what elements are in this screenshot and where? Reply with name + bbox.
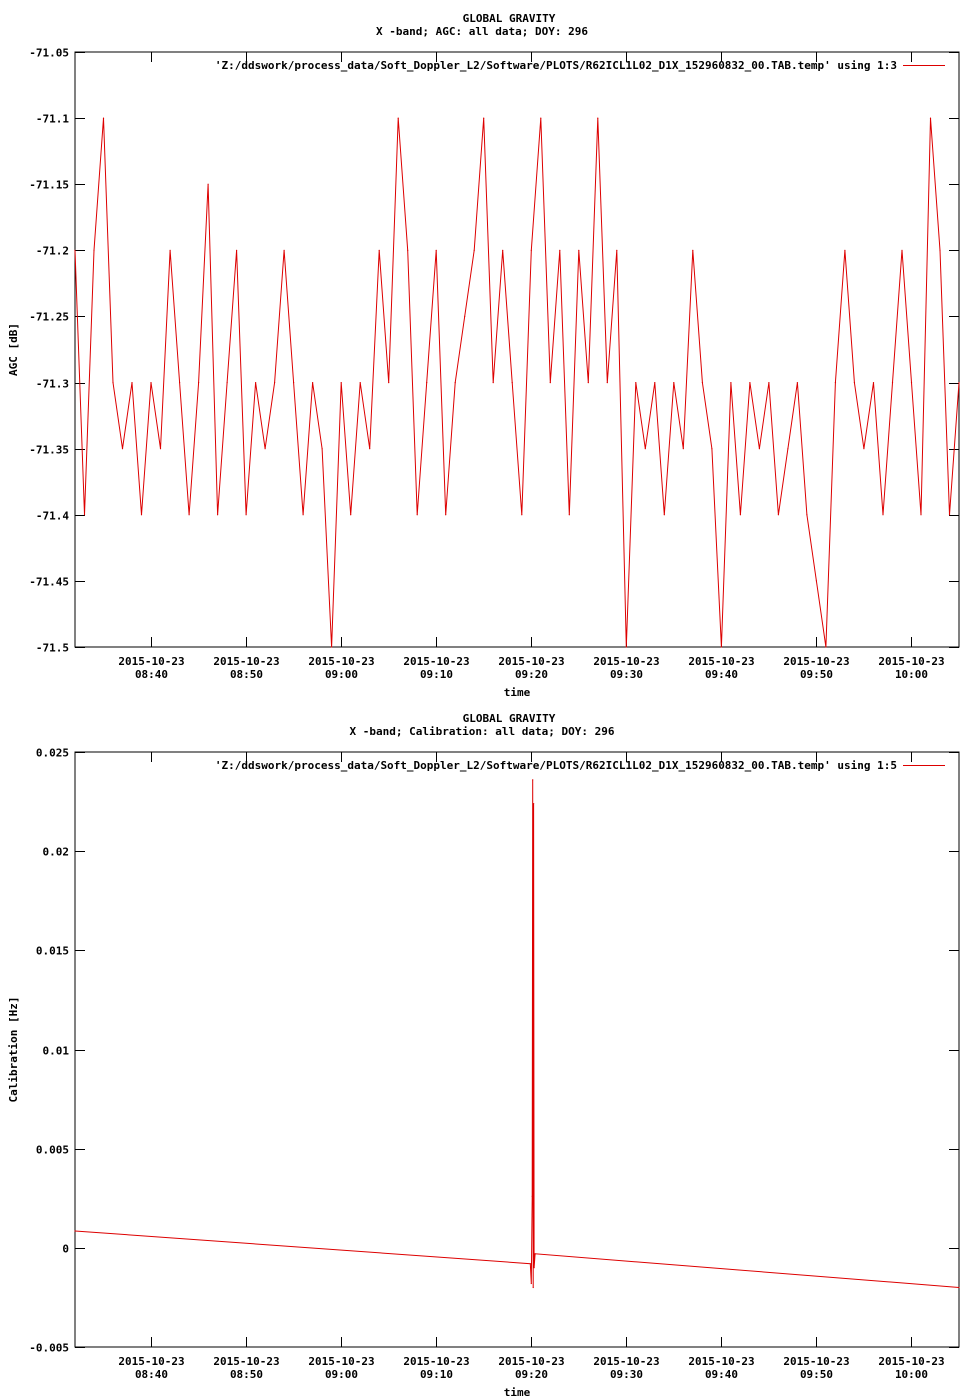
y-tick-label: -71.2 [35,244,69,258]
data-point [597,118,598,119]
x-tick-label-date: 2015-10-23 [403,655,470,668]
y-tick-label: 0.02 [42,845,69,859]
data-point [322,448,323,449]
y-tick-label: -71.4 [35,509,69,523]
data-point [74,1230,75,1231]
x-axis-label: time [503,686,531,699]
chart-title: GLOBAL GRAVITY [462,12,556,25]
data-point [882,514,883,515]
data-point [217,514,218,515]
y-tick-label: -71.25 [29,310,69,324]
x-tick-label-time: 09:00 [324,668,359,681]
y-tick-label: -71.5 [35,641,69,655]
data-point [939,250,940,251]
y-axis-label: Calibration [Hz] [7,996,20,1103]
x-tick-label-time: 09:10 [419,1368,454,1381]
data-point [730,382,731,383]
data-point [521,514,522,515]
x-tick-label-date: 2015-10-23 [878,655,945,668]
data-point [645,448,646,449]
data-point [825,646,826,647]
data-point [360,382,361,383]
data-point [312,382,313,383]
x-tick-label-date: 2015-10-23 [688,655,755,668]
data-point [455,382,456,383]
x-tick-label-time: 09:00 [324,1368,359,1381]
y-tick-label: -71.15 [29,178,69,192]
data-point [445,514,446,515]
data-point [863,448,864,449]
data-point [854,382,855,383]
chart-panel-2 [7,712,960,1399]
data-point [141,514,142,515]
data-point [502,250,503,251]
x-tick-label-time: 09:20 [514,668,549,681]
data-point [533,1287,534,1288]
data-point [331,646,332,647]
data-point [274,382,275,383]
data-point [474,250,475,251]
data-point [131,382,132,383]
x-tick-label-time: 09:30 [609,1368,644,1381]
x-tick-label-time: 08:40 [134,1368,169,1381]
x-tick-label-time: 09:50 [799,1368,834,1381]
data-point [170,250,171,251]
data-point [749,382,750,383]
y-tick-label: -71.45 [29,575,69,589]
data-point [93,250,94,251]
data-point [901,250,902,251]
data-point [533,803,534,804]
data-point [426,382,427,383]
data-point [122,448,123,449]
data-point [303,514,304,515]
data-point [341,382,342,383]
data-point [958,1287,959,1288]
x-tick-label-time: 09:10 [419,668,454,681]
x-tick-label-date: 2015-10-23 [878,1355,945,1368]
data-point [578,250,579,251]
data-point [189,514,190,515]
x-tick-label-date: 2015-10-23 [213,1355,280,1368]
data-point [930,118,931,119]
data-point [179,382,180,383]
chart-title: GLOBAL GRAVITY [462,712,556,725]
legend-label: 'Z:/ddswork/process_data/Soft_Doppler_L2/Software/PLOTS/R62ICL1L02_D1X_152960832_00.TAB.temp' using 1:5 [214,759,897,772]
chart-subtitle: X -band; Calibration: all data; DOY: 296 [349,725,615,738]
data-point [702,382,703,383]
data-point [534,1267,535,1268]
y-tick-label: 0.015 [35,944,69,958]
y-tick-label: -71.3 [35,377,69,391]
x-tick-label-date: 2015-10-23 [403,1355,470,1368]
data-point [958,382,959,383]
data-point [198,382,199,383]
data-point [721,646,722,647]
data-point [949,514,950,515]
x-tick-label-date: 2015-10-23 [118,655,185,668]
data-point [483,118,484,119]
data-point [892,382,893,383]
data-point [493,382,494,383]
data-point [369,448,370,449]
x-tick-label-time: 10:00 [894,1368,929,1381]
data-point [532,1196,533,1197]
data-point [407,250,408,251]
x-axis-label: time [503,1386,531,1399]
data-point [797,382,798,383]
data-point [873,382,874,383]
x-tick-label-date: 2015-10-23 [498,1355,565,1368]
data-point [236,250,237,251]
y-tick-label: -0.005 [29,1341,69,1355]
y-axis-label: AGC [dB] [7,323,20,376]
data-point [379,250,380,251]
series-line [75,118,959,647]
data-point [550,382,551,383]
y-tick-label: -71.1 [35,112,69,126]
data-point [607,382,608,383]
x-tick-label-time: 09:50 [799,668,834,681]
x-tick-label-date: 2015-10-23 [498,655,565,668]
y-tick-label: -71.05 [29,46,69,60]
data-point [160,448,161,449]
data-point [464,316,465,317]
x-tick-label-date: 2015-10-23 [688,1355,755,1368]
x-tick-label-date: 2015-10-23 [118,1355,185,1368]
x-tick-label-time: 08:50 [229,668,264,681]
data-point [436,250,437,251]
x-tick-label-time: 09:40 [704,1368,739,1381]
x-tick-label-date: 2015-10-23 [593,655,660,668]
x-tick-label-date: 2015-10-23 [593,1355,660,1368]
data-point [920,514,921,515]
data-point [398,118,399,119]
data-point [293,382,294,383]
y-tick-label: 0.01 [42,1044,69,1058]
x-tick-label-time: 08:40 [134,668,169,681]
data-point [816,580,817,581]
y-tick-label: -71.35 [29,443,69,457]
data-point [616,250,617,251]
data-point [759,448,760,449]
data-point [531,250,532,251]
data-point [532,779,533,780]
data-point [768,382,769,383]
data-point [664,514,665,515]
data-point [530,1263,531,1264]
x-tick-label-date: 2015-10-23 [308,1355,375,1368]
data-point [787,448,788,449]
data-point [835,382,836,383]
data-point [417,514,418,515]
data-point [711,448,712,449]
data-point [635,382,636,383]
legend-label: 'Z:/ddswork/process_data/Soft_Doppler_L2/Software/PLOTS/R62ICL1L02_D1X_152960832_00.TAB.temp' using 1:3 [214,59,897,72]
data-point [911,382,912,383]
data-point [683,448,684,449]
data-point [112,382,113,383]
data-point [246,514,247,515]
data-point [535,1253,536,1254]
data-point [74,250,75,251]
data-point [626,646,627,647]
data-point [692,250,693,251]
x-tick-label-time: 09:30 [609,668,644,681]
data-point [255,382,256,383]
data-point [778,514,779,515]
x-tick-label-date: 2015-10-23 [213,655,280,668]
data-point [284,250,285,251]
x-tick-label-date: 2015-10-23 [308,655,375,668]
data-point [84,514,85,515]
data-point [350,514,351,515]
x-tick-label-time: 08:50 [229,1368,264,1381]
series-line [75,780,959,1288]
plot-frame [75,752,959,1347]
chart-subtitle: X -band; AGC: all data; DOY: 296 [376,25,588,38]
data-point [265,448,266,449]
data-point [512,382,513,383]
data-point [654,382,655,383]
data-point [388,382,389,383]
x-tick-label-date: 2015-10-23 [783,655,850,668]
x-tick-label-date: 2015-10-23 [783,1355,850,1368]
data-point [208,184,209,185]
data-point [844,250,845,251]
data-point [569,514,570,515]
x-tick-label-time: 10:00 [894,668,929,681]
data-point [559,250,560,251]
y-tick-label: 0 [62,1242,69,1256]
plot-frame [75,52,959,647]
y-tick-label: 0.005 [35,1143,69,1157]
data-point [103,118,104,119]
x-tick-label-time: 09:20 [514,1368,549,1381]
data-point [540,118,541,119]
x-tick-label-time: 09:40 [704,668,739,681]
y-tick-label: 0.025 [35,746,69,760]
data-point [588,382,589,383]
data-point [806,514,807,515]
data-point [673,382,674,383]
data-point [531,1283,532,1284]
data-point [227,382,228,383]
data-point [150,382,151,383]
chart-panel-1 [7,12,960,699]
data-point [740,514,741,515]
